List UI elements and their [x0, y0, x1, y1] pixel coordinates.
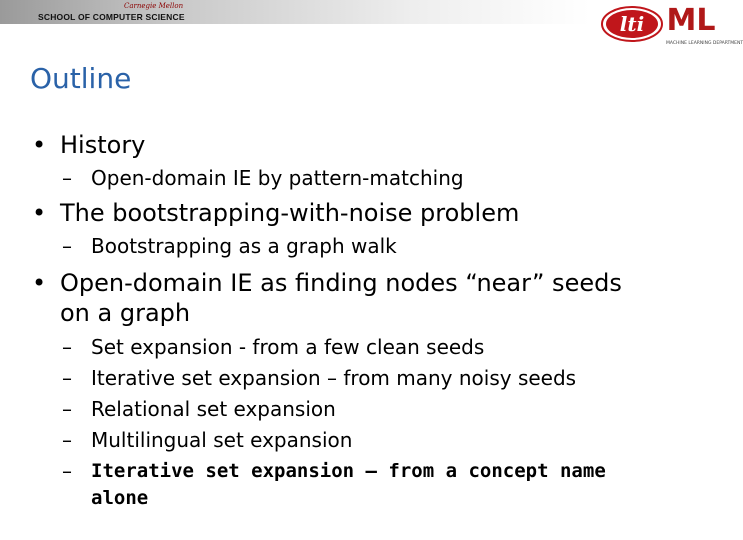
dash-symbol: –	[62, 234, 72, 258]
bullet-symbol: •	[32, 269, 47, 297]
lti-logo-icon	[600, 4, 664, 44]
ml-logo-text: ML	[666, 3, 716, 38]
ml-logo	[664, 2, 743, 52]
dash-symbol: –	[62, 366, 72, 390]
bullet-text-line2: on a graph	[60, 299, 191, 327]
sub-bullet-text: Iterative set expansion – from many noisy seeds	[91, 366, 577, 390]
lti-logo-text: lti	[619, 12, 645, 36]
slide-header	[0, 0, 743, 60]
sub-bullet-text: Set expansion - from a few clean seeds	[91, 335, 485, 359]
sub-bullet-text: Multilingual set expansion	[91, 428, 353, 452]
bullet-symbol: •	[32, 199, 47, 227]
dash-symbol: –	[62, 335, 72, 359]
bullet-text-line1: Open-domain IE as finding nodes “near” seeds	[60, 269, 622, 297]
dash-symbol: –	[62, 166, 72, 190]
dash-symbol: –	[62, 397, 72, 421]
dash-symbol: –	[62, 459, 72, 483]
slide-title: Outline	[30, 62, 132, 95]
sub-bullet-text: Relational set expansion	[91, 397, 336, 421]
bullet-symbol: •	[32, 131, 47, 159]
school-name: SCHOOL OF COMPUTER SCIENCE	[38, 12, 185, 22]
dash-symbol: –	[62, 428, 72, 452]
sub-bullet-text: Bootstrapping as a graph walk	[91, 234, 397, 258]
bullet-text: History	[60, 131, 146, 159]
bullet-text: The bootstrapping-with-noise problem	[60, 199, 520, 227]
sub-bullet-text: Open-domain IE by pattern-matching	[91, 166, 464, 190]
sub-bullet-text: alone	[91, 487, 149, 509]
university-name: Carnegie Mellon	[124, 2, 184, 10]
ml-logo-subtitle: MACHINE LEARNING DEPARTMENT	[666, 41, 743, 46]
sub-bullet-text: Iterative set expansion – from a concept name	[91, 460, 606, 482]
